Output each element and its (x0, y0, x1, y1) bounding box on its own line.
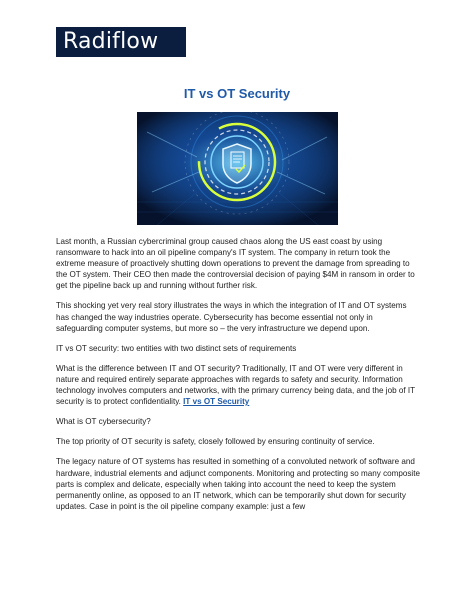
shield-document-icon (137, 112, 338, 225)
paragraph-legacy: The legacy nature of OT systems has resulted in something of a convoluted network of software and hardware, industrial elements and adjunct components. Monitoring and protecting so many composite parts is complex and delicate, especially when taking into account the need to keep the system permanently online, as opposed to an IT network, which can be temporarily shut down for security updates. Case in point is the oil pipeline company example: just a few (56, 457, 420, 511)
hero-image (137, 112, 338, 225)
paragraph-integration: This shocking yet very real story illustrates the ways in which the integration of IT and OT systems has changed the way industries operate. Cybersecurity has become essential not only in safeguarding computer systems, but more so – the very infrastructure we depend upon. (56, 301, 407, 333)
paragraph-subheading: IT vs OT security: two entities with two distinct sets of requirements (56, 343, 297, 353)
paragraph-ot-heading: What is OT cybersecurity? (56, 417, 151, 427)
it-vs-ot-link[interactable]: IT vs OT Security (183, 397, 250, 407)
page-title: IT vs OT Security (183, 86, 291, 101)
paragraph-ot-priority: The top priority of OT security is safety, closely followed by ensuring continuity of service. (56, 437, 375, 447)
logo-text: Radiflow (63, 29, 159, 54)
paragraph-intro: Last month, a Russian cybercriminal group caused chaos along the US east coast by using ransomware to hack into an oil pipeline company's IT system. The company in return took the extreme measure of proactively shutting down operations to prevent the damage from spreading to the OT system. Their CEO then made the controversial decision of paying $4M in ransom in order to get the pipeline back up and running without further risk. (56, 237, 415, 291)
logo-o-mark: o (126, 29, 141, 54)
article-body (56, 236, 420, 521)
radiflow-logo[interactable] (56, 27, 186, 57)
paragraph-difference: What is the difference between IT and OT security? Traditionally, IT and OT were very different in nature and required entirely separate approaches with regards to safety and security. Information technology involves computers and networks, with the primary currency being data, and the job of IT security is to protect confidentiality. IT vs OT Security (56, 363, 415, 407)
